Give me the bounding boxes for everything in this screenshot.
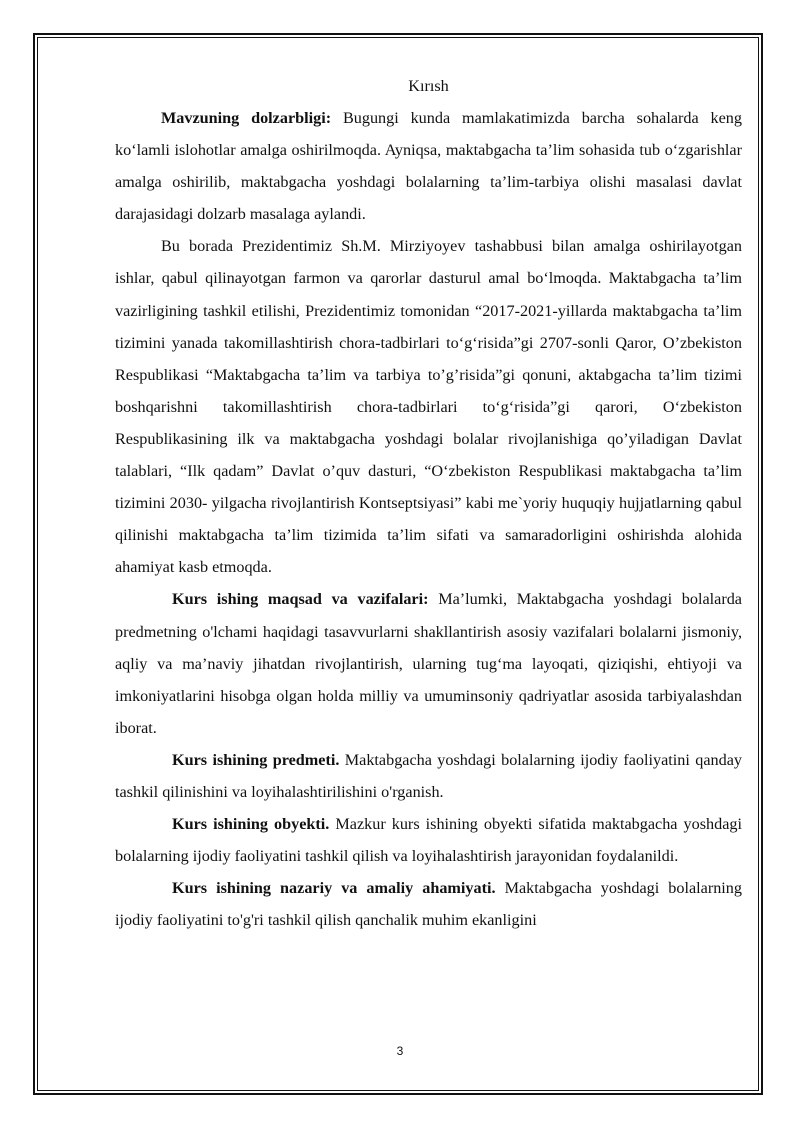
paragraph-goals — [115, 583, 742, 743]
paragraph-text: Bugungi kunda mamlakatimizda barcha sohalarda keng ko‘lamli islohotlar amalga oshirilmoqda. Ayniqsa, maktabgacha ta’lim sohasida tub o‘zgarishlar amalga oshirilib, maktabgacha yoshdagi bolalarning ta’lim-tarbiya olishi masalasi davlat darajasidagi dolzarb masalaga aylandi. — [115, 109, 742, 224]
paragraph-heading: Kurs ishing maqsad va vazifalari: — [172, 590, 429, 609]
page-number: 3 — [396, 1044, 404, 1058]
paragraph-relevance — [115, 102, 742, 230]
paragraph-heading: Mavzuning dolzarbligi: — [161, 109, 332, 127]
paragraph-significance — [115, 872, 742, 936]
paragraph-text: Mazkur kurs ishining obyekti sifatida maktabgacha yoshdagi bolalarning ijodiy faoliyatini tashkil qilish va loyihalashtirish jarayonidan foydalanildi. — [115, 815, 742, 866]
paragraph-text: Maktabgacha yoshdagi bolalarning ijodiy faoliyatini to'g'ri tashkil qilish qanchalik muhim ekanligini — [115, 879, 742, 930]
page-title: Kırısh — [408, 77, 449, 95]
paragraph-heading: Kurs ishining predmeti. — [172, 750, 340, 769]
document-body — [115, 70, 742, 936]
paragraph-subject — [115, 744, 742, 808]
paragraph-text: Maktabgacha yoshdagi bolalarning ijodiy faoliyatini qanday tashkil qilinishini va loyihalashtirilishini o'rganish. — [115, 750, 742, 801]
paragraph-heading: Kurs ishining obyekti. — [172, 815, 330, 834]
paragraph-heading: Kurs ishining nazariy va amaliy ahamiyati. — [172, 879, 496, 898]
paragraph-legal-basis — [115, 230, 742, 583]
paragraph-text: Bu borada Prezidentimiz Sh.M. Mirziyoyev tashabbusi bilan amalga oshirilayotgan ishlar, qabul qilinayotgan farmon va qarorlar dasturul amal bo‘lmoqda. Maktabgacha ta’lim vazirligining tashkil etilishi, Prezidentimiz tomonidan “2017-2021-yillarda maktabgacha ta’lim tizimini yanada takomillashtirish chora-tadbirlari to‘g‘risida”gi 2707-sonli Qaror, O’zbekiston Respublikasi “Maktabgacha ta’lim va tarbiya to’g’risida”gi qonuni, aktabgacha ta’lim tizimi boshqarishni takomillashtirish chora-tadbirlari to‘g‘risida”gi qarori, O‘zbekiston Respublikasining ilk va maktabgacha yoshdagi bolalar rivojlanishiga qo’yiladigan Davlat talablari, “Ilk qadam” Davlat o’quv dasturi, “O‘zbekiston Respublikasi maktabgacha ta’lim tizimini 2030- yilgacha rivojlantirish Kontseptsiyasi” kabi me`yoriy huquqiy hujjatlarning qabul qilinishi maktabgacha ta’lim tizimida ta’lim sifati va samaradorligini oshirishda alohida ahamiyat kasb etmoqda. — [115, 237, 742, 577]
paragraph-object — [115, 808, 742, 872]
paragraph-text: Ma’lumki, Maktabgacha yoshdagi bolalarda predmetning o'lchami haqidagi tasavvurlarni shakllantirish asosiy vazifalari bolalarni jismoniy, aqliy va ma’naviy jihatdan rivojlantirish, ularning tug‘ma layoqati, qiziqishi, ehtiyoji va imkoniyatlarini hisobga olgan holda milliy va umuminsoniy qadriyatlar asosida tarbiyalashdan iborat. — [115, 590, 742, 737]
